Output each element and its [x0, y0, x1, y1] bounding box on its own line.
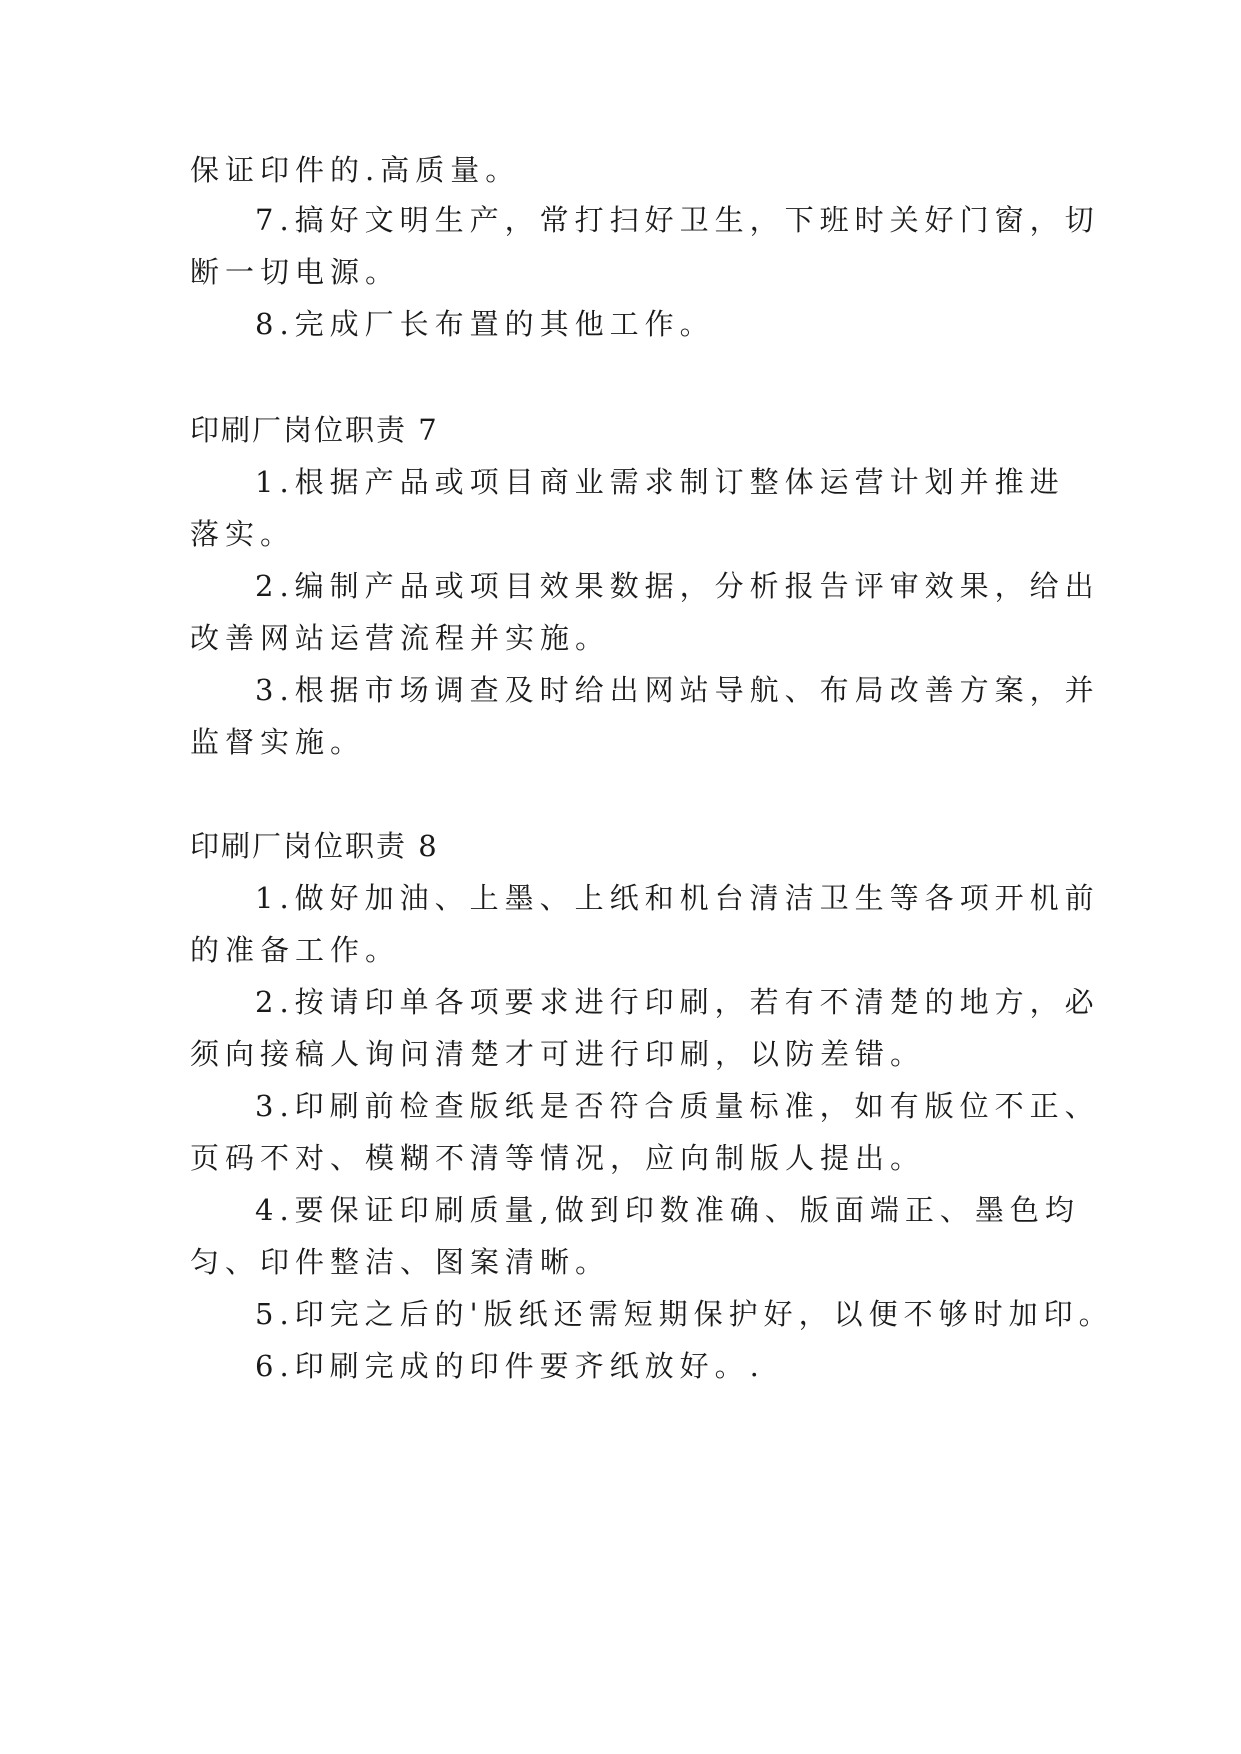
text-line: 改善网站运营流程并实施。 [190, 621, 611, 655]
list-item-4: 4.要保证印刷质量,做到印数准确、版面端正、墨色均 [255, 1193, 1080, 1227]
list-item-3: 3.根据市场调查及时给出网站导航、布局改善方案，并 [255, 673, 1100, 707]
list-item-6: 6.印刷完成的印件要齐纸放好。. [255, 1349, 765, 1383]
text-line: 落实。 [190, 517, 296, 551]
list-item-8: 8.完成厂长布置的其他工作。 [255, 307, 715, 341]
text-line: 断一切电源。 [190, 255, 401, 289]
list-item-7: 7.搞好文明生产，常打扫好卫生，下班时关好门窗，切 [255, 203, 1100, 237]
list-item-2: 2.按请印单各项要求进行印刷，若有不清楚的地方，必 [255, 985, 1100, 1019]
text-line: 匀、印件整洁、图案清晰。 [190, 1245, 611, 1279]
text-line: 页码不对、模糊不清等情况，应向制版人提出。 [190, 1141, 926, 1175]
section-heading-8: 印刷厂岗位职责 8 [190, 829, 439, 863]
list-item-5: 5.印完之后的'版纸还需短期保护好，以便不够时加印。 [255, 1297, 1114, 1331]
text-line: 的准备工作。 [190, 933, 401, 967]
section-heading-7: 印刷厂岗位职责 7 [190, 413, 439, 447]
list-item-1: 1.根据产品或项目商业需求制订整体运营计划并推进 [255, 465, 1065, 499]
list-item-2: 2.编制产品或项目效果数据，分析报告评审效果，给出 [255, 569, 1100, 603]
text-line: 保证印件的.高质量。 [190, 153, 521, 187]
list-item-3: 3.印刷前检查版纸是否符合质量标准，如有版位不正、 [255, 1089, 1100, 1123]
text-line: 监督实施。 [190, 725, 366, 759]
list-item-1: 1.做好加油、上墨、上纸和机台清洁卫生等各项开机前 [255, 881, 1100, 915]
text-line: 须向接稿人询问清楚才可进行印刷，以防差错。 [190, 1037, 926, 1071]
